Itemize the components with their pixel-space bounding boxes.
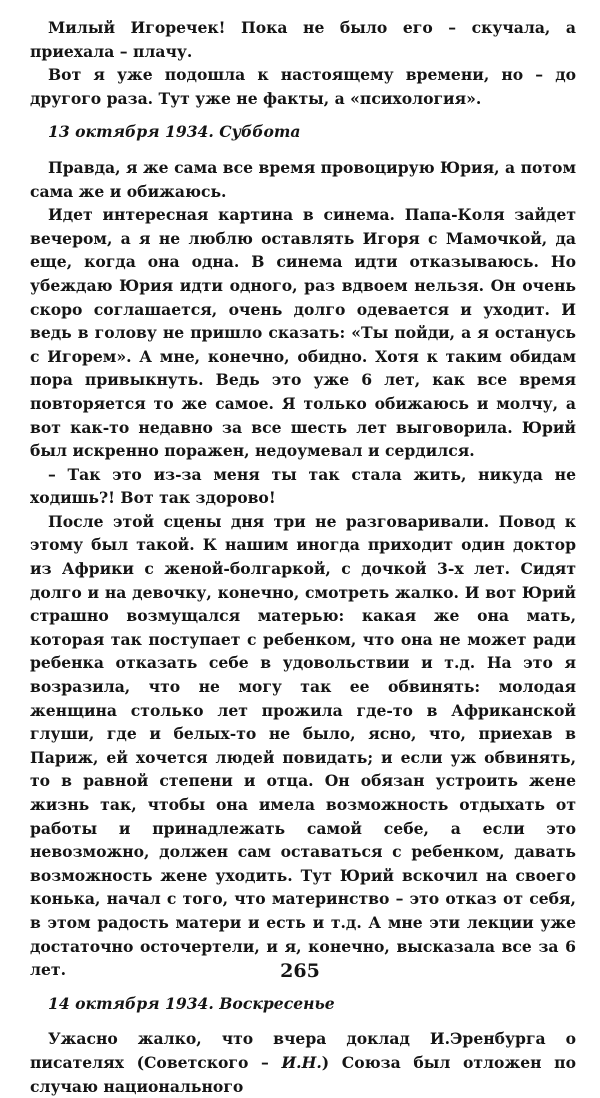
paragraph: После этой сцены дня три не разговаривали. Повод к этому был такой. К нашим иногда приходит один доктор из Африки с женой-болгаркой, с дочкой 3-х лет. Сидят долго и на девочку, конечно, смотреть жалко. И вот Юрий страшно возмущался матерью: какая же она мать, которая так поступает с ребенком, что она не может ради ребенка отказать себе в удовольствии и т.д. На это я возразила, что не могу так ее обвинять: молодая женщина столько лет прожила где-то в Африканской глуши, где и белых-то не было, ясно, что, приехав в Париж, ей хочется людей повидать; и если уж обвинять, то в равной степени и отца. Он обязан устроить жене жизнь так, чтобы она имела возможность отдыхать от работы и принадлежать самой себе, а если это невозможно, должен сам оставаться с ребенком, давать возможность жене уходить. Тут Юрий вскочил на своего конька, начал с того, что материнство – это отказ от себя, в этом радость матери и есть и т.д. А мне эти лекции уже достаточно осточертели, и я, конечно, высказала все за 6 лет. [30, 511, 576, 980]
paragraph: – Так это из-за меня ты так стала жить, никуда не ходишь?! Вот так здорово! [30, 464, 576, 508]
paragraph-text: ) Союза был отложен по случаю национального [30, 1052, 576, 1096]
entry-heading: 13 октября 1934. Суббота [48, 122, 301, 142]
editor-initials: И.Н. [281, 1052, 322, 1072]
page-number: 265 [280, 960, 320, 982]
paragraph [30, 1027, 576, 1098]
diary-page-text [30, 16, 576, 1098]
paragraph-text: Ужасно жалко, что вчера доклад И.Эренбурга о писателях (Советского – [30, 1029, 576, 1072]
paragraph: Идет интересная картина в синема. Папа-Коля зайдет вечером, а я не люблю оставлять Игоря с Мамочкой, да еще, когда она одна. В синема идти отказываюсь. Но убеждаю Юрия идти одного, раз вдвоем нельзя. Он очень скоро соглашается, очень долго одевается и уходит. И ведь в голову не пришло сказать: «Ты пойди, а я останусь с Игорем». А мне, конечно, обидно. Хотя к таким обидам пора привыкнуть. Ведь это уже 6 лет, как все время повторяется то же самое. Я только обижаюсь и молчу, а вот как-то недавно за все шесть лет выговорила. Юрий был искренно поражен, недоумевал и сердился. [30, 205, 576, 461]
entry-heading: 14 октября 1934. Воскресенье [48, 993, 335, 1013]
paragraph: Милый Игоречек! Пока не было его – скучала, а приехала – плачу. [30, 18, 576, 61]
paragraph: Правда, я же сама все время провоцирую Юрия, а потом сама же и обижаюсь. [30, 157, 576, 201]
paragraph: Вот я уже подошла к настоящему времени, но – до другого раза. Тут уже не факты, а «психология». [30, 65, 576, 108]
